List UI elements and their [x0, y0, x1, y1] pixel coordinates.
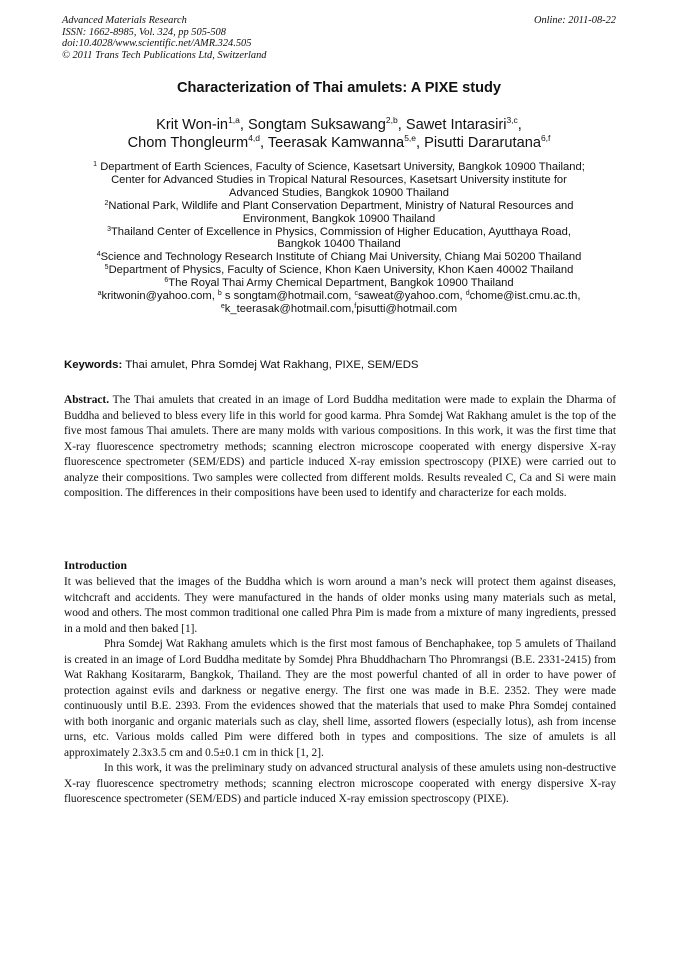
affiliation-sup: 6 — [164, 277, 169, 285]
affiliation-6 — [40, 277, 638, 290]
affiliation-text: National Park, Wildlife and Plant Conservation Department, Ministry of Natural Resources and — [108, 199, 574, 212]
email-sup: c — [354, 290, 358, 298]
keywords-text: Thai amulet, Phra Somdej Wat Rakhang, PIXE, SEM/EDS — [122, 359, 419, 371]
affiliation-sup: 5 — [104, 264, 109, 272]
paragraph: Phra Somdej Wat Rakhang amulets which is the first most famous of Benchaphakee, top 5 amulets of Thailand is created in an image of Lord Buddha meditate by Somdej Phra Bhuddhacharn Tho Phromrangsi (B.E. 2331-2415) from Wat Rakhang Kositararm, Bangkok, Thailand. They are the most powerful chanted of all in order to have power of protection against evils and darkness or negative energy. The first one was made in B.E. 2352. They were made continuously until B.E. 2393. From the evidences showed that the materials that used to make Phra Somdej contained with both inorganic and organic materials such as clay, shell lime, assorted flowers (especially lotus), ash from incense urns, etc. Various molds called Pim were differed both in types and compositions. The size of amulets is all approximately 2.3x3.5 cm and 0.5±0.1 cm in thick [1, 2]. — [64, 638, 616, 759]
author-sep: , — [239, 117, 248, 133]
affiliation-1 — [40, 161, 638, 174]
email-line-2 — [40, 303, 638, 316]
author-name: Teerasak Kamwanna — [267, 135, 405, 151]
affiliations — [40, 161, 638, 316]
author-line-2 — [40, 134, 638, 152]
author-sup: 5,e — [404, 133, 417, 143]
affiliation-2-cont: Environment, Bangkok 10900 Thailand — [242, 212, 436, 225]
journal-copyright: © 2011 Trans Tech Publications Ltd, Switzerland — [62, 49, 267, 61]
affiliation-text: Department of Earth Sciences, Faculty of Science, Kasetsart University, Bangkok 10900 Thailand; — [100, 161, 585, 173]
journal-issn: ISSN: 1662-8985, Vol. 324, pp 505-508 — [62, 26, 226, 38]
affiliation-3 — [40, 226, 638, 239]
affiliation-sup: 2 — [104, 199, 109, 207]
author-line-1 — [40, 116, 638, 134]
keywords — [64, 359, 616, 371]
author-sep: , — [416, 135, 425, 151]
email: s songtam@hotmail.com, — [221, 290, 355, 303]
email-sup: a — [97, 290, 102, 298]
author-name: Krit Won-in — [156, 117, 229, 133]
email-line-1 — [40, 290, 638, 303]
journal-header — [62, 15, 616, 61]
affiliation-text: Thailand Center of Excellence in Physics, Commission of Higher Education, Ayutthaya Road, — [110, 225, 571, 238]
journal-doi: doi:10.4028/www.scientific.net/AMR.324.505 — [62, 38, 252, 50]
affiliation-5 — [40, 264, 638, 277]
email: k_teerasak@hotmail.com, — [224, 302, 355, 315]
journal-name: Advanced Materials Research — [62, 15, 187, 26]
introduction-body — [64, 575, 616, 808]
affiliation-text: Department of Physics, Faculty of Science, Khon Kaen University, Khon Kaen 40002 Thailand — [108, 264, 574, 277]
paragraph: In this work, it was the preliminary study on advanced structural analysis of these amulets using non-destructive X-ray fluorescence spectrometry methods; scanning electron microscope cooperated with energy dispersive X-ray fluorescence spectrometer (SEM/EDS) and particle induced X-ray emission spectroscopy (PIXE). — [64, 762, 616, 805]
email-sup: d — [465, 290, 470, 298]
email: pisutti@hotmail.com — [356, 302, 458, 315]
email: chome@ist.cmu.ac.th, — [469, 290, 581, 303]
email-sup: b — [217, 290, 222, 298]
author-name: Songtam Suksawang — [248, 117, 386, 133]
affiliation-4 — [40, 251, 638, 264]
affiliation-3-cont: Bangkok 10400 Thailand — [277, 238, 401, 251]
author-name: Sawet Intarasiri — [405, 117, 507, 133]
abstract-label: Abstract. — [64, 394, 110, 406]
paper-title: Characterization of Thai amulets: A PIXE study — [176, 80, 502, 96]
affiliation-text: The Royal Thai Army Chemical Department, Bangkok 10900 Thailand — [168, 277, 514, 290]
affiliation-text: Science and Technology Research Institute of Chiang Mai University, Chiang Mai 50200 Thailand — [100, 251, 582, 264]
author-sup: 2,b — [385, 115, 398, 125]
author-sup: 6,f — [540, 133, 551, 143]
paragraph: It was believed that the images of the Buddha which is worn around a man’s neck will protect them against diseases, witchcraft and accidents. They were manufactured in the hands of older monks using many materials such as metal, wood and others. The most common traditional one called Phra Pim is made from a mixture of many ingredients, pressed in a mold and then baked [1]. — [64, 576, 616, 635]
email: saweat@yahoo.com, — [357, 290, 466, 303]
email-sup: e — [220, 302, 225, 310]
affiliation-sup: 3 — [107, 225, 111, 233]
affiliation-sup: 4 — [96, 251, 101, 259]
author-sep: , — [397, 117, 406, 133]
author-sep: , — [260, 135, 268, 151]
affiliation-2 — [40, 200, 638, 213]
author-sup: 4,d — [248, 133, 261, 143]
author-name: Pisutti Dararutana — [424, 135, 541, 151]
author-sep: , — [517, 117, 522, 133]
author-sup: 1,a — [228, 115, 240, 125]
email-sup: f — [354, 302, 357, 310]
abstract-text: The Thai amulets that created in an image of Lord Buddha meditation were made to explain the Dharma of Buddha and believed to bless every life in this world for good karma. Phra Somdej Wat Rakhang amulet is the top of the five most famous Thai amulets. There are many molds with various compositions. In this work, it was the first time that X-ray fluorescence spectrometry methods; scanning electron microscope cooperated with energy dispersive X-ray fluorescence spectrometer (SEM/EDS) and particle induced X-ray emission spectroscopy (PIXE) were carried out to analyze their compositions. Two samples were collected from different molds. Results revealed C, Ca and Si were main composition. The differences in their compositions have been used to identify and characterize for each molds. — [64, 394, 616, 499]
online-date: Online: 2011-08-22 — [533, 15, 616, 26]
keywords-label: Keywords: — [64, 359, 123, 371]
author-name: Chom Thongleurm — [127, 135, 249, 151]
author-list — [40, 116, 638, 152]
section-heading: Introduction — [64, 559, 127, 572]
email: kritwonin@yahoo.com, — [101, 290, 218, 303]
author-sup: 3,c — [506, 115, 518, 125]
abstract — [64, 393, 616, 502]
affiliation-sup: 1 — [93, 161, 98, 168]
affiliation-1-cont: Center for Advanced Studies in Tropical Natural Resources, Kasetsart University institute for — [111, 173, 567, 186]
affiliation-1-cont: Advanced Studies, Bangkok 10900 Thailand — [229, 186, 449, 199]
